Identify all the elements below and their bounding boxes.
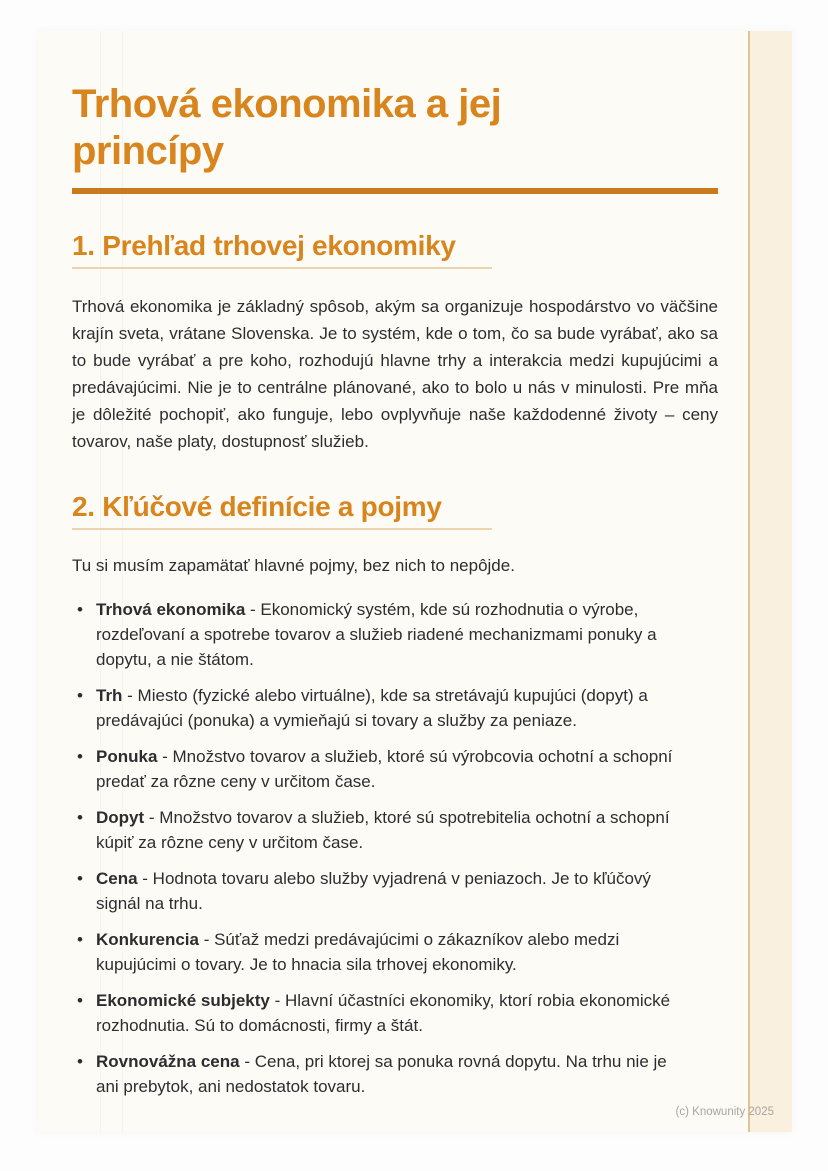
definition-term: Ponuka bbox=[96, 747, 158, 766]
definition-item: • Trhová ekonomika - Ekonomický systém, kde sú rozhodnutia o výrobe, rozdeľovaní a spotrebe tovarov a služieb riadené mechanizmami ponuky a dopytu, a nie štátom. bbox=[72, 597, 718, 672]
copyright-footer: (c) Knowunity 2025 bbox=[675, 1106, 774, 1118]
definition-item: • Rovnovážna cena - Cena, pri ktorej sa ponuka rovná dopytu. Na trhu nie je ani prebytok, ani nedostatok tovaru. bbox=[72, 1049, 718, 1099]
definition-item: • Ponuka - Množstvo tovarov a služieb, ktoré sú výrobcovia ochotní a schopní predať za rôzne ceny v určitom čase. bbox=[72, 744, 718, 794]
definition-term: Rovnovážna cena bbox=[96, 1052, 240, 1071]
definitions-list bbox=[72, 597, 718, 1099]
page-margin-strip bbox=[748, 31, 792, 1132]
page-content bbox=[72, 31, 718, 1110]
definition-item: • Dopyt - Množstvo tovarov a služieb, ktoré sú spotrebitelia ochotní a schopní kúpiť za rôzne ceny v určitom čase. bbox=[72, 805, 718, 855]
document-title: Trhová ekonomika a jej princípy bbox=[72, 82, 502, 173]
definition-term: Trhová ekonomika bbox=[96, 600, 246, 619]
definition-term: Dopyt bbox=[96, 808, 145, 827]
definition-term: Konkurencia bbox=[96, 930, 199, 949]
definition-term: Cena bbox=[96, 869, 138, 888]
definition-item: • Trh - Miesto (fyzické alebo virtuálne), kde sa stretávajú kupujúci (dopyt) a predávajúci (ponuka) a vymieňajú si tovary a služby za peniaze. bbox=[72, 683, 718, 733]
section-definitions bbox=[72, 492, 718, 1099]
section-1-underline bbox=[72, 267, 492, 269]
section-1-heading: 1. Prehľad trhovej ekonomiky bbox=[72, 230, 456, 261]
section-2-heading: 2. Kľúčové definície a pojmy bbox=[72, 491, 442, 522]
title-divider bbox=[72, 188, 718, 194]
section-overview bbox=[72, 231, 718, 455]
definition-term: Trh bbox=[96, 686, 123, 705]
section-2-underline bbox=[72, 528, 492, 530]
section-2-intro: Tu si musím zapamätať hlavné pojmy, bez nich to nepôjde. bbox=[72, 556, 515, 575]
definition-item: • Ekonomické subjekty - Hlavní účastníci ekonomiky, ktorí robia ekonomické rozhodnutia. Sú to domácnosti, firmy a štát. bbox=[72, 988, 718, 1038]
document-page bbox=[38, 31, 792, 1132]
definition-item: • Konkurencia - Súťaž medzi predávajúcimi o zákazníkov alebo medzi kupujúcimi o tovary. Je to hnacia sila trhovej ekonomiky. bbox=[72, 927, 718, 977]
section-1-paragraph: Trhová ekonomika je základný spôsob, akým sa organizuje hospodárstvo vo väčšine krajín sveta, vrátane Slovenska. Je to systém, kde o tom, čo sa bude vyrábať, ako sa to bude vyrábať a pre koho, rozhodujú hlavne trhy a interakcia medzi kupujúcimi a predávajúcimi. Nie je to centrálne plánované, ako to bolo u nás v minulosti. Pre mňa je dôležité pochopiť, ako funguje, lebo ovplyvňuje naše každodenné životy – ceny tovarov, naše platy, dostupnosť služieb. bbox=[72, 297, 718, 451]
definition-term: Ekonomické subjekty bbox=[96, 991, 270, 1010]
definition-item: • Cena - Hodnota tovaru alebo služby vyjadrená v peniazoch. Je to kľúčový signál na trhu. bbox=[72, 866, 718, 916]
